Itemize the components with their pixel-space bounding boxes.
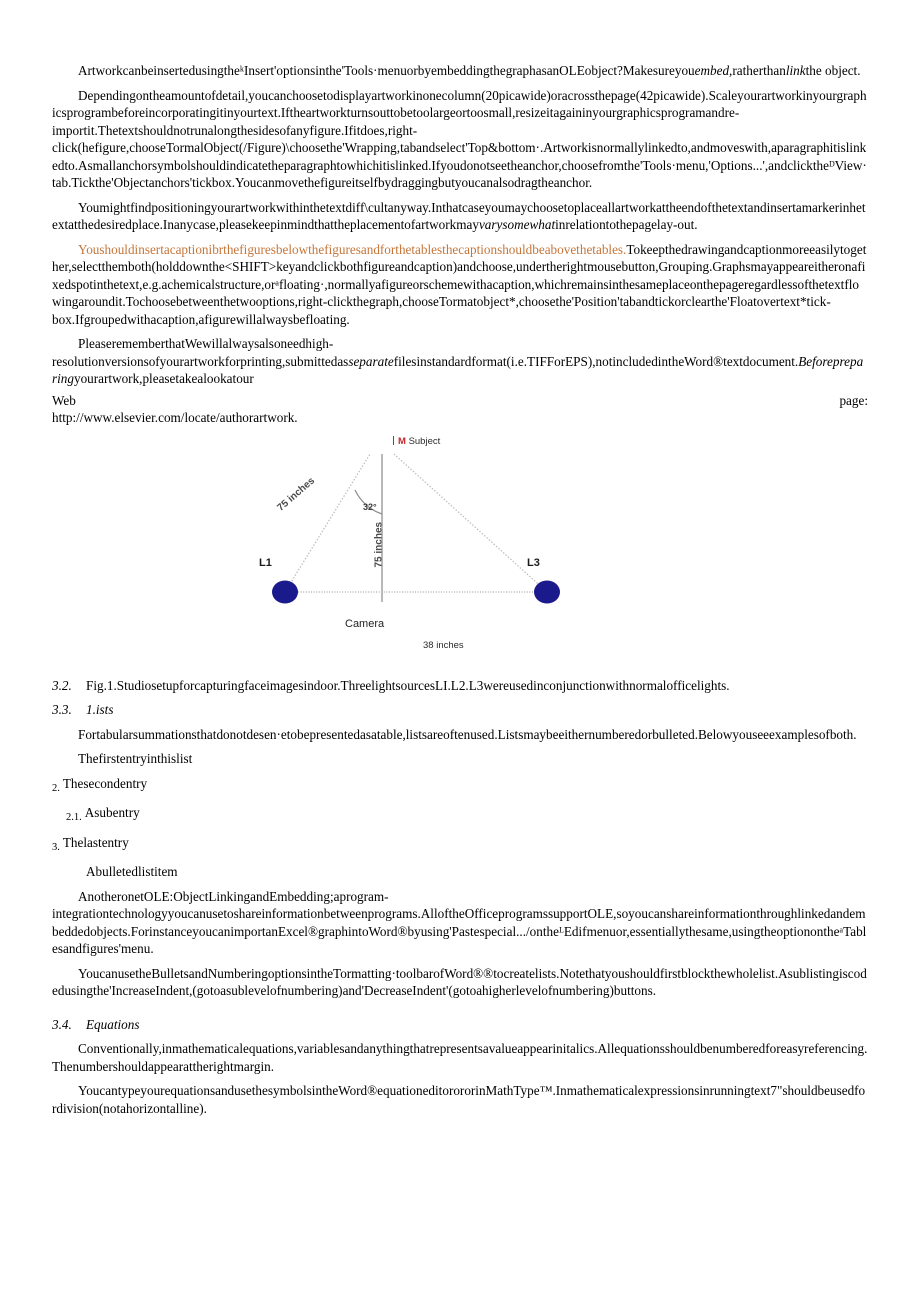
artwork-url: http://www.elsevier.com/locate/authorartwork. [52, 410, 298, 425]
section-3-4-title: Equations [86, 1016, 140, 1032]
paragraph-ole-definition: AnotheronetOLE:ObjectLinkingandEmbedding;aprogram-integrationtechnologyyoucanusetoshareinformationbetweenprograms.AlloftheOfficeprogramssupportOLE,soyoucanshareinformationthroughlinkedandembeddedobjects.ForinstanceyoucanimportanExcel®graphintoWord®byusing'Pastespecial.../ontheᴸEdifmenuor,essentiallythesame,usingtheoptionontheᵃTablesandfigures'menu. [52, 888, 867, 956]
label-angle: 32° [363, 501, 377, 512]
section-3-3 [52, 701, 868, 719]
subject-marker-m: M [398, 435, 406, 447]
light-marker-l3 [534, 580, 560, 603]
list-item [52, 863, 868, 881]
figure-studio-setup [52, 432, 868, 667]
list-item [52, 750, 868, 768]
p1-emph-link: link [785, 63, 806, 78]
paragraph-captions [52, 241, 868, 329]
p1-run3: the object. [805, 63, 861, 78]
p3-emph: varysomewhat [478, 217, 556, 232]
p5-run2: filesinstandardformat(i.e.TIFForEPS),notincludedintheWord®textdocument. [393, 353, 799, 369]
p5-emph-before: Beforepreparing [52, 353, 864, 386]
list-item-text: Abulletedlistitem [86, 864, 178, 879]
list-item-text: Thesecondentry [62, 775, 148, 791]
caption-note-highlight: Youshouldinsertacaptionibrthefiguresbelowthefiguresandforthetablesthecaptionshouldbeabovethetables. [78, 241, 627, 257]
list-item [52, 775, 868, 798]
label-diagonal-distance: 75 inches [275, 474, 318, 514]
list-item-text: Asubentry [84, 805, 140, 820]
web-word: Web [52, 392, 76, 408]
paragraph-equations-italics: Conventionally,inmathematicalequations,variablesandanythingthatrepresentsavalueappearinitalics.Allequationsshouldbenumberedforeasyreferencing.Thenumbershouldappearattherightmargin. [52, 1041, 868, 1074]
paragraph-artwork-insert [52, 62, 868, 80]
list-item-marker: 2. [52, 782, 60, 794]
list-item-text: Thelastentry [62, 834, 129, 850]
paragraph-equation-editor: YoucantypeyourequationsandusethesymbolsintheWord®equationeditorororinMathType™.Inmathematicalexpressionsinrunningtext7"shouldbeusedfordivision(notahorizontalline). [52, 1083, 866, 1116]
document-body [52, 62, 868, 1124]
section-3-2 [52, 677, 868, 695]
p1-emph-embed: embed, [694, 63, 733, 78]
p4-run2: Tokeepthedrawingandcaptionmoreeasilytogether,selectthemboth(holddownthe<SHIFT>keyandclickbothfigureandcaption)andchoose,undertherightmousebutton,Grouping.Graphsmayappeareitheronafixedspotinthetext,e.g.achemicalstructure,orᵃfloating·,normallyafigureorschemewithacaption,whichremainsinthesameplaceonthepageregardlessofthetextflowingaroundit.Tochoosebetweenthetwooptions,right-clickthegraph,chooseTormatobject*,choosethe'Position'tabandtickorclearthe'Floatovertext*tick-box.Ifgroupedwithacaption,afigurewillalwaysbefloating. [52, 241, 867, 327]
label-l3: L3 [527, 556, 540, 569]
p3-run1: Youmightfindpositioningyourartworkwithinthetextdiff\cultanyway.Inthatcaseyoumaychoosetoplaceallartworkattheendofthetextandinsertamarkerinhetextatthedesiredplace.Inanycase,pleasekeepinmindthattheplacementofartworkmay [52, 199, 866, 232]
section-3-2-text: Fig.1.Studiosetupforcapturingfaceimagesindoor.ThreelightsourcesLI.L2.L3wereusedinconjunctionwithnormalofficelights. [86, 677, 730, 693]
p3-run2: inrelationtothepagelay-out. [555, 217, 698, 232]
p1-run2: ratherthan [732, 63, 786, 78]
p5-emph-separate: separate [348, 353, 394, 369]
section-3-4 [52, 1016, 868, 1034]
subject-tick-icon [393, 436, 394, 445]
left-light-ray [285, 454, 370, 592]
label-vertical-distance: 75 inches [373, 521, 385, 567]
p5-run3: yourartwork,pleasetakealookatour [73, 371, 254, 386]
list-item-marker: 3. [52, 841, 60, 853]
p5-run1: PleaserememberthatWewillalwaysalsoneedhigh-resolutionversionsofyourartworkforprinting,submittedas [52, 336, 349, 369]
page-word: page: [839, 392, 868, 408]
section-3-2-number: 3.2. [52, 677, 72, 693]
section-3-4-number: 3.4. [52, 1016, 72, 1032]
web-page-stub-line [52, 392, 868, 410]
label-base-distance: 38 inches [423, 639, 464, 651]
label-camera: Camera [345, 617, 385, 630]
list-item [52, 834, 868, 857]
paragraph-positioning-artwork [52, 199, 868, 234]
right-light-ray [394, 454, 547, 592]
paragraph-scaling-artwork: Dependingontheamountofdetail,youcanchoosetodisplayartworkinonecolumn(20picawide)oracrossthepage(42picawide).Scaleyourartworkinyourgraphicsprogrambeforeincorporatingitinyourtext.Iftheartworkturnsouttobetoolargeortoosmall,resizeitagaininyourgraphicsprogramandre-importit.Thetextshouldnotrunalongthesidesofanyfigure.Ifitdoes,right-click(hefigure,chooseTormalObject(/Figure)\choosethe'Wrapping,tabandselect'Top&bottom·.Artworkisnormallylinkedto,andmoveswith,aparagraphitislinkedto.Asmallanchorsymbolshouldindicatetheparagraphtowhichitislinked.Ifyoudonotseetheanchor,choosefromthe'Tools·menu,'Options...',andclicktheᴰView·tab.Tickthe'Objectanchors'tickbox.Youcanmovethefigureitselfbydraggingbutyoucanalsodragtheanchor. [52, 87, 867, 190]
studio-setup-diagram [227, 432, 627, 662]
label-l1: L1 [259, 556, 272, 569]
figure-canvas [227, 432, 627, 662]
light-marker-l1 [272, 580, 298, 603]
list-item [52, 804, 868, 827]
section-3-3-title: 1.ists [86, 702, 114, 717]
paragraph-high-resolution [52, 335, 868, 388]
list-item-text: Thefirstentryinthislist [78, 751, 193, 766]
paragraph-bullets-numbering: YoucanusetheBulletsandNumberingoptionsintheTormatting·toolbarofWord®®tocreatelists.Notethatyoushouldfirstblockthewholelist.Asublistingiscodedusingthe'IncreaseIndent,(gotoasublevelofnumbering)and'DecreaseIndent'(gotoahigherlevelofnumbering)buttons. [52, 965, 867, 998]
list-item-marker: 2.1. [66, 812, 82, 823]
section-3-3-number: 3.3. [52, 702, 72, 717]
subject-label-group [393, 436, 440, 447]
p1-run1: ArtworkcanbeinsertedusingtheᵏInsert'optionsinthe'Tools·menuorbyembeddingthegraphasanOLEobject?Makesureyou [78, 63, 695, 78]
paragraph-lists-intro: Fortabularsummationsthatdonotdesen·etobepresentedasatable,listsareoftenused.Listsmaybeeithernumberedorbulleted.Belowyouseeexamplesofboth. [78, 726, 857, 742]
subject-label-text: Subject [408, 435, 441, 447]
